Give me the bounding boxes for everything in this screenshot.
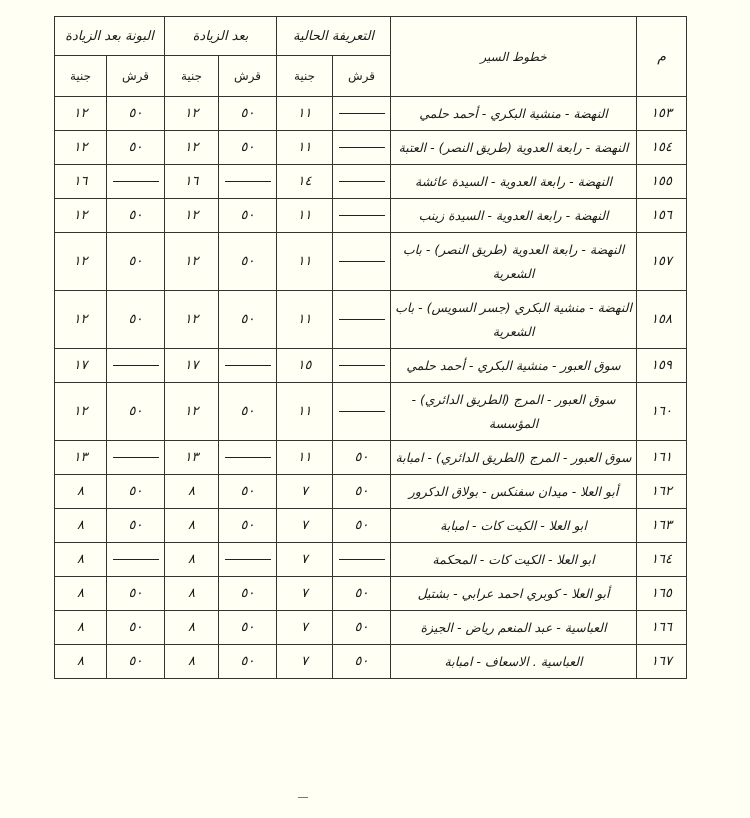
- header-after-pound: جنية: [165, 56, 219, 97]
- empty-value-dash: [225, 365, 271, 366]
- fare-table: [54, 16, 687, 679]
- route-name: النهضة - رابعة العدوية - السيدة عائشة: [391, 165, 637, 199]
- coupon-qirsh: [107, 543, 165, 577]
- row-number: ١٥٩: [637, 349, 687, 383]
- coupon-pound: ١٧: [55, 349, 107, 383]
- current-qirsh: [333, 233, 391, 291]
- after-qirsh: ٥٠: [219, 97, 277, 131]
- table-row: [55, 441, 687, 475]
- after-pound: ٨: [165, 611, 219, 645]
- empty-value-dash: [339, 559, 385, 560]
- header-coupon-qirsh: قرش: [107, 56, 165, 97]
- current-pound: ٧: [277, 611, 333, 645]
- coupon-qirsh: [107, 349, 165, 383]
- empty-value-dash: [339, 215, 385, 216]
- current-qirsh: [333, 131, 391, 165]
- after-qirsh: [219, 543, 277, 577]
- coupon-qirsh: ٥٠: [107, 475, 165, 509]
- current-pound: ١١: [277, 383, 333, 441]
- row-number: ١٥٣: [637, 97, 687, 131]
- coupon-pound: ٨: [55, 577, 107, 611]
- after-pound: ٨: [165, 577, 219, 611]
- route-name: النهضة - رابعة العدوية - السيدة زينب: [391, 199, 637, 233]
- header-current-qirsh: قرش: [333, 56, 391, 97]
- current-qirsh: [333, 165, 391, 199]
- coupon-pound: ١٣: [55, 441, 107, 475]
- current-pound: ١١: [277, 97, 333, 131]
- after-pound: ١٢: [165, 97, 219, 131]
- coupon-qirsh: ٥٠: [107, 97, 165, 131]
- current-qirsh: [333, 97, 391, 131]
- current-pound: ١٤: [277, 165, 333, 199]
- after-pound: ٨: [165, 543, 219, 577]
- after-pound: ١٢: [165, 233, 219, 291]
- coupon-pound: ٨: [55, 611, 107, 645]
- table-row: [55, 611, 687, 645]
- route-name: ابو العلا - الكيت كات - المحكمة: [391, 543, 637, 577]
- row-number: ١٥٧: [637, 233, 687, 291]
- empty-value-dash: [225, 181, 271, 182]
- coupon-qirsh: ٥٠: [107, 645, 165, 679]
- coupon-qirsh: ٥٠: [107, 233, 165, 291]
- coupon-pound: ١٢: [55, 383, 107, 441]
- row-number: ١٦١: [637, 441, 687, 475]
- header-coupon-pound: جنية: [55, 56, 107, 97]
- coupon-qirsh: ٥٠: [107, 611, 165, 645]
- after-pound: ٨: [165, 509, 219, 543]
- route-name: النهضة - رابعة العدوية (طريق النصر) - باب الشعرية: [391, 233, 637, 291]
- empty-value-dash: [339, 147, 385, 148]
- coupon-pound: ١٦: [55, 165, 107, 199]
- coupon-pound: ٨: [55, 509, 107, 543]
- after-qirsh: ٥٠: [219, 577, 277, 611]
- current-pound: ١١: [277, 199, 333, 233]
- row-number: ١٥٦: [637, 199, 687, 233]
- coupon-qirsh: ٥٠: [107, 131, 165, 165]
- route-name: سوق العبور - منشية البكري - أحمد حلمي: [391, 349, 637, 383]
- empty-value-dash: [225, 457, 271, 458]
- header-after-increase: بعد الزيادة: [165, 17, 277, 56]
- after-qirsh: [219, 165, 277, 199]
- row-number: ١٦٥: [637, 577, 687, 611]
- coupon-pound: ١٢: [55, 131, 107, 165]
- header-current-pound: جنية: [277, 56, 333, 97]
- route-name: ابو العلا - الكيت كات - امبابة: [391, 509, 637, 543]
- coupon-pound: ٨: [55, 645, 107, 679]
- current-pound: ١٥: [277, 349, 333, 383]
- coupon-qirsh: [107, 165, 165, 199]
- header-route: خطوط السير: [391, 17, 637, 97]
- after-qirsh: ٥٠: [219, 291, 277, 349]
- coupon-qirsh: ٥٠: [107, 383, 165, 441]
- after-qirsh: ٥٠: [219, 383, 277, 441]
- coupon-qirsh: ٥٠: [107, 577, 165, 611]
- table-row: [55, 131, 687, 165]
- route-name: سوق العبور - المرج (الطريق الدائري) - امبابة: [391, 441, 637, 475]
- row-number: ١٦٢: [637, 475, 687, 509]
- table-row: [55, 349, 687, 383]
- route-name: النهضة - منشية البكري - أحمد حلمي: [391, 97, 637, 131]
- current-pound: ١١: [277, 131, 333, 165]
- current-pound: ١١: [277, 233, 333, 291]
- after-pound: ٨: [165, 645, 219, 679]
- current-qirsh: [333, 543, 391, 577]
- after-qirsh: ٥٠: [219, 645, 277, 679]
- coupon-qirsh: ٥٠: [107, 509, 165, 543]
- empty-value-dash: [339, 365, 385, 366]
- row-number: ١٦٦: [637, 611, 687, 645]
- empty-value-dash: [113, 457, 159, 458]
- current-pound: ٧: [277, 577, 333, 611]
- after-pound: ١٣: [165, 441, 219, 475]
- header-current-fare: التعريفة الحالية: [277, 17, 391, 56]
- table-row: [55, 383, 687, 441]
- empty-value-dash: [339, 411, 385, 412]
- table-row: [55, 645, 687, 679]
- after-pound: ١٢: [165, 131, 219, 165]
- table-row: [55, 233, 687, 291]
- row-number: ١٦٤: [637, 543, 687, 577]
- current-qirsh: ٥٠: [333, 475, 391, 509]
- table-row: [55, 475, 687, 509]
- after-pound: ١٧: [165, 349, 219, 383]
- after-qirsh: ٥٠: [219, 199, 277, 233]
- table-row: [55, 577, 687, 611]
- empty-value-dash: [113, 365, 159, 366]
- current-qirsh: ٥٠: [333, 577, 391, 611]
- after-pound: ١٢: [165, 199, 219, 233]
- route-name: النهضة - رابعة العدوية (طريق النصر) - العتبة: [391, 131, 637, 165]
- empty-value-dash: [339, 181, 385, 182]
- coupon-pound: ١٢: [55, 291, 107, 349]
- route-name: العباسية - عبد المنعم رياض - الجيزة: [391, 611, 637, 645]
- after-qirsh: ٥٠: [219, 509, 277, 543]
- after-qirsh: [219, 441, 277, 475]
- table-row: [55, 165, 687, 199]
- table-row: [55, 291, 687, 349]
- current-pound: ٧: [277, 509, 333, 543]
- current-qirsh: [333, 199, 391, 233]
- route-name: العباسية . الاسعاف - امبابة: [391, 645, 637, 679]
- coupon-pound: ١٢: [55, 97, 107, 131]
- current-qirsh: [333, 291, 391, 349]
- row-number: ١٦٠: [637, 383, 687, 441]
- empty-value-dash: [339, 319, 385, 320]
- route-name: أبو العلا - كوبري احمد عرابي - بشتيل: [391, 577, 637, 611]
- coupon-qirsh: [107, 441, 165, 475]
- coupon-pound: ٨: [55, 475, 107, 509]
- row-number: ١٥٤: [637, 131, 687, 165]
- after-pound: ١٦: [165, 165, 219, 199]
- empty-value-dash: [225, 559, 271, 560]
- current-qirsh: ٥٠: [333, 441, 391, 475]
- header-coupon-after-increase: البونة بعد الزيادة: [55, 17, 165, 56]
- coupon-qirsh: ٥٠: [107, 291, 165, 349]
- current-qirsh: [333, 383, 391, 441]
- after-qirsh: [219, 349, 277, 383]
- current-qirsh: [333, 349, 391, 383]
- current-pound: ٧: [277, 543, 333, 577]
- after-pound: ١٢: [165, 383, 219, 441]
- coupon-pound: ١٢: [55, 233, 107, 291]
- row-number: ١٥٨: [637, 291, 687, 349]
- after-qirsh: ٥٠: [219, 611, 277, 645]
- row-number: ١٥٥: [637, 165, 687, 199]
- current-pound: ٧: [277, 475, 333, 509]
- coupon-pound: ١٢: [55, 199, 107, 233]
- scan-mark: [298, 797, 308, 798]
- after-qirsh: ٥٠: [219, 233, 277, 291]
- current-pound: ٧: [277, 645, 333, 679]
- route-name: أبو العلا - ميدان سفنكس - بولاق الدكرور: [391, 475, 637, 509]
- header-number: م: [637, 17, 687, 97]
- after-pound: ٨: [165, 475, 219, 509]
- current-pound: ١١: [277, 291, 333, 349]
- route-name: سوق العبور - المرج (الطريق الدائري) - المؤسسة: [391, 383, 637, 441]
- after-qirsh: ٥٠: [219, 131, 277, 165]
- route-name: النهضة - منشية البكري (جسر السويس) - باب الشعرية: [391, 291, 637, 349]
- current-qirsh: ٥٠: [333, 645, 391, 679]
- empty-value-dash: [339, 113, 385, 114]
- fare-table-body: [55, 97, 687, 679]
- coupon-pound: ٨: [55, 543, 107, 577]
- after-qirsh: ٥٠: [219, 475, 277, 509]
- empty-value-dash: [113, 559, 159, 560]
- current-pound: ١١: [277, 441, 333, 475]
- row-number: ١٦٣: [637, 509, 687, 543]
- coupon-qirsh: ٥٠: [107, 199, 165, 233]
- empty-value-dash: [113, 181, 159, 182]
- after-pound: ١٢: [165, 291, 219, 349]
- current-qirsh: ٥٠: [333, 611, 391, 645]
- table-row: [55, 97, 687, 131]
- empty-value-dash: [339, 261, 385, 262]
- row-number: ١٦٧: [637, 645, 687, 679]
- header-after-qirsh: قرش: [219, 56, 277, 97]
- table-row: [55, 509, 687, 543]
- table-row: [55, 199, 687, 233]
- current-qirsh: ٥٠: [333, 509, 391, 543]
- table-row: [55, 543, 687, 577]
